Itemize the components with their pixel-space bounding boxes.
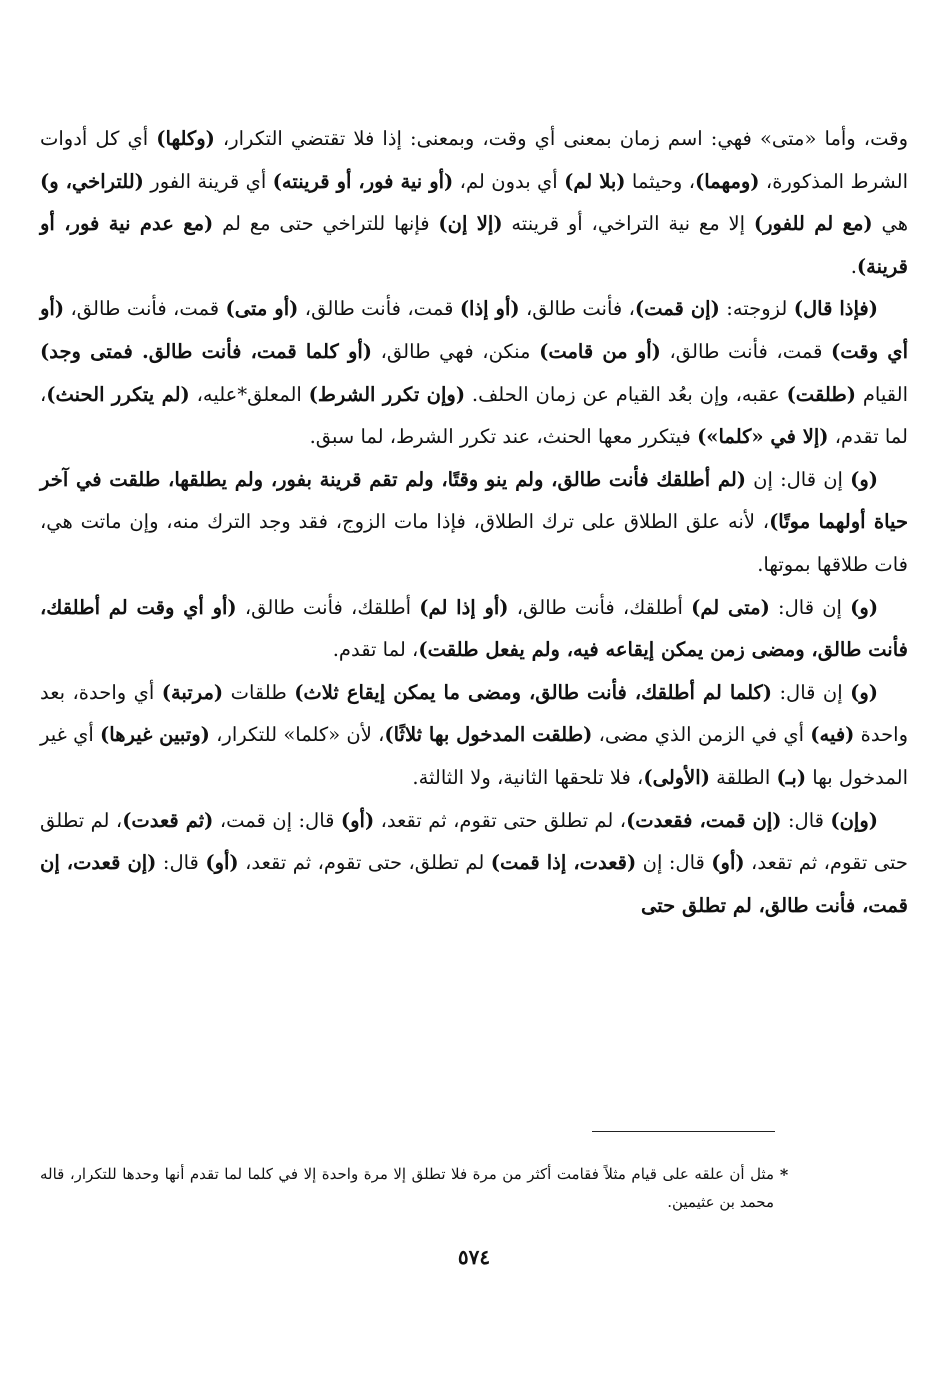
bold-text-run: (أو نية فور، أو قرينته) (272, 169, 454, 193)
bold-text-run: (ثم قعدت) (122, 808, 214, 832)
bold-text-run: (بـ) (776, 765, 807, 789)
paragraph (40, 288, 908, 458)
footnote-divider (592, 1131, 775, 1132)
bold-text-run: (و) (850, 467, 878, 491)
bold-text-run: (مرتبة) (161, 680, 224, 704)
bold-text-run: (مع لم للفور) (753, 212, 873, 236)
bold-text-run: (إلا إن) (438, 212, 503, 236)
bold-text-run: (كلما لم أطلقك، فأنت طالق، ومضى ما يمكن إيقاع ثلاث) (294, 680, 773, 704)
text-run: قال: إن قمت، (213, 808, 341, 832)
bold-text-run: (قعدت، إذا قمت) (490, 851, 637, 875)
bold-text-run: (أو) (205, 851, 239, 875)
text-run: قمت، فأنت طالق، (660, 339, 832, 363)
main-text (40, 118, 908, 927)
bold-text-run: (متى لم) (691, 595, 770, 619)
bold-text-run: (و) (850, 595, 879, 619)
text-run: لم تطلق، حتى تقوم، ثم تقعد، (238, 851, 491, 875)
bold-text-run: (طلقت المدخول بها ثلاثًا) (384, 723, 593, 747)
bold-text-run: (أو أي وقت) (40, 297, 908, 363)
paragraph (40, 800, 908, 928)
bold-text-run: (وتبين غيرها) (100, 723, 210, 747)
text-run: هي (872, 212, 908, 236)
text-run: قمت، فأنت طالق، (298, 297, 460, 321)
text-run: طلقات (223, 680, 295, 704)
text-run: القيام (856, 382, 908, 406)
text-run: منكن، فهي طالق، (372, 339, 540, 363)
text-run: ، لأن «كلما» للتكرار، (209, 723, 385, 747)
text-run: المعلق*عليه، (189, 382, 309, 406)
bold-text-run: (أو كلما قمت، فأنت طالق. فمتى وجد) (40, 339, 373, 363)
text-run: أي واحدة، بعد واحدة (40, 680, 909, 747)
text-run: فإنها للتراخي حتى مع لم (213, 212, 439, 236)
bold-text-run: (لم أطلقك فأنت طالق، ولم ينو وقتًا، ولم تقم قرينة بفور، ولم يطلقها، طلقت في آخر حياة أولهما موتًا) (40, 467, 908, 534)
text-run: وقت، وأما «متى» فهي: اسم زمان بمعنى أي وقت، وبمعنى: إذا فلا تقتضي التكرار، (214, 127, 908, 150)
bold-text-run: (أو) (711, 851, 745, 875)
text-run: ، لما تقدم، (40, 382, 908, 449)
text-run: أي في الزمن الذي مضى، (592, 723, 811, 747)
text-run: عقبه، وإن بعُد القيام عن زمان الحلف. (465, 382, 787, 406)
text-run: قال: (156, 851, 206, 875)
text-run: قال: (781, 808, 831, 832)
bold-text-run: (فإذا قال) (793, 297, 878, 321)
bold-text-run: (وإن تكرر الشرط) (308, 382, 466, 406)
bold-text-run: (أو إذا لم) (419, 595, 509, 619)
bold-text-run: (بلا لم) (564, 169, 626, 193)
text-run: قال: إن (636, 851, 712, 875)
text-run: أطلقك، فأنت طالق، (508, 595, 692, 619)
bold-text-run: (و) (850, 680, 878, 704)
bold-text-run: (فيه) (810, 723, 855, 747)
footnote-text: مثل أن علقه على قيام مثلاً فقامت أكثر من مرة فلا تطلق إلا مرة واحدة إلا في كلما لما تقدم أنها وحدها للتكرار، قاله محمد بن عثيمين. (40, 1165, 774, 1211)
bold-text-run: (إلا في «كلما») (697, 425, 829, 449)
bold-text-run: (الأولى) (643, 765, 710, 789)
bold-text-run: (إن قمت، فقعدت) (626, 808, 782, 832)
page-number: ٥٧٤ (457, 1245, 491, 1269)
text-run: ، فلا تلحقها الثانية، ولا الثالثة. (412, 765, 644, 789)
bold-text-run: (أو متى) (225, 297, 299, 321)
text-run: لزوجته: (719, 297, 794, 321)
bold-text-run: (ومهما) (695, 169, 760, 193)
bold-text-run: (أو) (340, 808, 375, 832)
text-run: إلا مع نية التراخي، أو قرينته (502, 212, 754, 236)
paragraph (40, 672, 908, 800)
bold-text-run: (طلقت) (786, 382, 857, 406)
bold-text-run: (لم يتكرر الحنث) (46, 382, 190, 406)
bold-text-run: (أو أي وقت لم أطلقك، فأنت طالق، ومضى زمن يمكن إيقاعه فيه، ولم يفعل طلقت) (40, 595, 908, 662)
text-run: أي غير المدخول بها (40, 723, 908, 789)
text-run: أي قرينة الفور (143, 169, 273, 193)
footnote-mark: * (779, 1165, 789, 1184)
text-run: أي كل أدوات الشرط المذكورة، (40, 127, 909, 193)
text-run: الطلقة (709, 765, 777, 789)
text-run: أطلقك، فأنت طالق، (236, 595, 420, 619)
text-run: إن قال: (769, 595, 851, 619)
bold-text-run: (مع عدم نية فور، أو قرينة) (40, 212, 908, 278)
text-run: فيتكرر معها الحنث، عند تكرر الشرط، لما سبق. (309, 425, 698, 449)
bold-text-run: (أو إذا) (459, 297, 520, 321)
bold-text-run: (إن قعدت، إن قمت، فأنت طالق، لم تطلق حتى (40, 851, 908, 917)
bold-text-run: (وإن) (830, 808, 878, 832)
bold-text-run: (للتراخي، و) (40, 169, 144, 193)
bold-text-run: (وكلها) (156, 127, 215, 150)
text-run: ، لم تطلق حتى تقوم، ثم تقعد، (374, 808, 627, 832)
paragraph (40, 587, 908, 672)
text-run: ، لم تطلق حتى تقوم، ثم تقعد، (40, 808, 908, 875)
text-run: إن قال: إن (746, 467, 851, 491)
text-run: . (850, 254, 857, 278)
text-run: أي بدون لم، (453, 169, 565, 193)
bold-text-run: (إن قمت) (634, 297, 720, 321)
text-run: ، فأنت طالق، (519, 297, 635, 321)
text-run: ، لما تقدم. (332, 638, 419, 662)
text-run: إن قال: (772, 680, 851, 704)
paragraph (40, 459, 908, 587)
paragraph (40, 118, 908, 288)
text-run: ، وحيثما (625, 169, 696, 193)
bold-text-run: (أو من قامت) (539, 339, 661, 363)
text-run: قمت، فأنت طالق، (64, 297, 226, 321)
text-run: ، لأنه علق الطلاق على ترك الطلاق، فإذا مات الزوج، فقد وجد الترك منه، وإن ماتت هي، فات طلاقها بموتها. (40, 510, 908, 576)
